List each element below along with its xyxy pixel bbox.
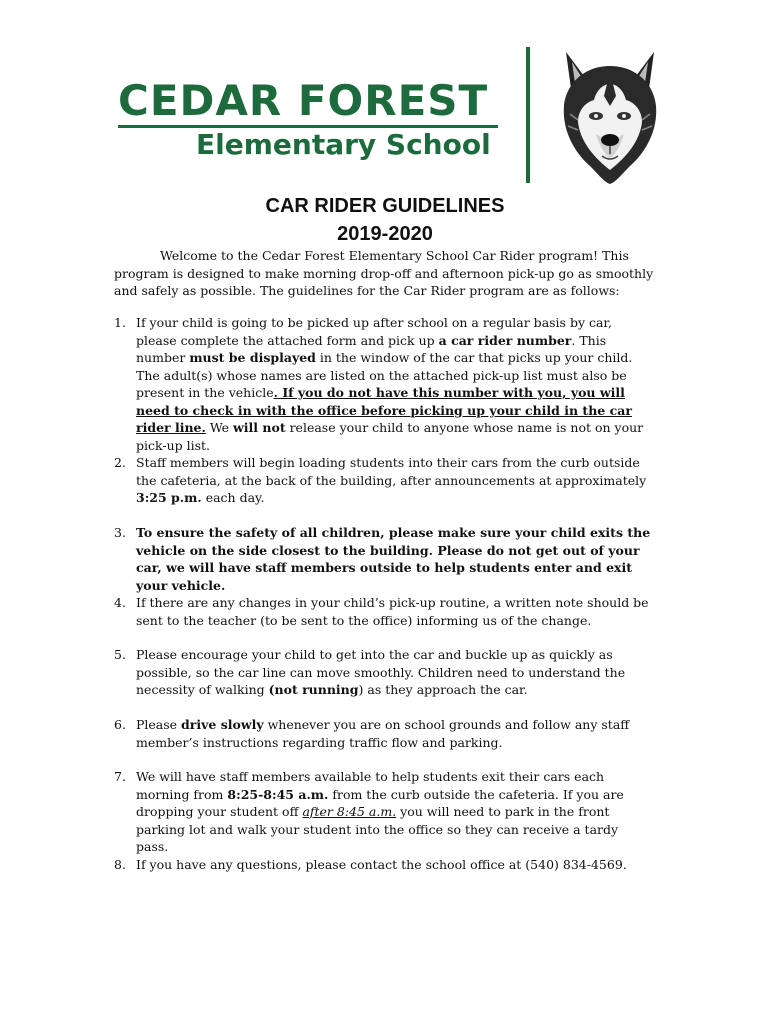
item-number: 1. [114,315,126,330]
item-text [136,524,654,594]
guideline-item-6 [114,716,654,751]
text-run: Staff members will begin loading students into their cars from the curb outside the cafeteria, at the back of the building, after announcements at approximately [136,455,647,488]
guideline-item-5 [114,646,654,699]
text-run: Please encourage your child to get into the car and buckle up as quickly as possible, so the car line can move smoothly. Children need to understand the necessity of walking [136,647,626,697]
husky-mascot-image [556,44,664,184]
item-text [136,646,654,699]
document-year: 2019-2020 [337,223,433,245]
item-text [136,314,654,454]
document-title: CAR RIDER GUIDELINES [265,195,505,217]
text-run: We [205,420,234,435]
bold-run: To ensure the safety of all children, please make sure your child exits the vehicle on the side closest to the building. Please do not get out of your car, we will have staff members outside to help students enter and exit your vehicle. [136,525,651,593]
item-text: If you have any questions, please contact the school office at (540) 834-4569. [136,857,627,872]
italic-underline-run: after 8:45 a.m. [302,804,397,819]
item-number: 7. [114,769,126,784]
text-run: We will have staff members available to help students exit their cars each morning from [136,769,605,802]
text-run: release your child to anyone whose name is not on your pick-up list. [136,420,644,453]
text-run: in the window of the car that picks up your child. The adult(s) whose names are listed on the attached pick-up list must also be present in the vehicle [136,350,633,400]
item-number: 3. [114,525,126,540]
bold-run: will not [233,420,286,435]
guideline-item-2 [114,454,654,507]
guideline-item-4 [114,594,654,629]
item-text [136,768,654,856]
item-number: 4. [114,595,126,610]
item-number: 2. [114,455,126,470]
text-run: you will need to park in the front parking lot and walk your student into the office so they can receive a tardy pass. [136,804,619,854]
text-run: whenever you are on school grounds and follow any staff member’s instructions regarding traffic flow and parking. [136,717,630,750]
item-text [136,454,654,507]
guideline-item-8 [114,856,654,874]
text-run: . This number [136,332,607,365]
item-number: 5. [114,647,126,662]
guideline-item-7 [114,768,654,856]
bold-run: a car rider number [438,332,572,348]
bold-run: must be displayed [189,350,316,365]
bold-run: drive slowly [181,717,264,732]
item-text: If there are any changes in your child’s pick-up routine, a written note should be sent to the teacher (to be sent to the office) informing us of the change. [136,595,649,628]
text-run: each day. [201,490,265,505]
bold-run: (not running [268,682,359,697]
item-number: 6. [114,717,126,732]
bold-underline-run: . If you do not have this number with you, you will need to check in with the office before picking up your child in the car rider line. [136,385,632,435]
text-run: from the curb outside the cafeteria. If you are dropping your student off [136,786,624,819]
text-run: ) as they approach the car. [358,682,528,697]
text-run: Please [136,717,182,732]
guideline-item-3 [114,524,654,594]
bold-run: 8:25-8:45 a.m. [227,786,329,802]
school-name-line2: Elementary School [196,128,491,161]
bold-run: 3:25 p.m. [136,490,202,505]
header-divider [526,47,530,183]
text-run: If your child is going to be picked up after school on a regular basis by car, please complete the attached form and pick up [136,315,613,348]
school-name-line1: CEDAR FOREST [118,76,489,125]
item-text [136,716,654,751]
guideline-item-1 [114,314,654,454]
intro-paragraph: Welcome to the Cedar Forest Elementary School Car Rider program! This program is designed to make morning drop-off and afternoon pick-up go as smoothly and safely as possible. The guidelines for the Car Rider program are as follows: [114,248,654,298]
item-number: 8. [114,857,126,872]
